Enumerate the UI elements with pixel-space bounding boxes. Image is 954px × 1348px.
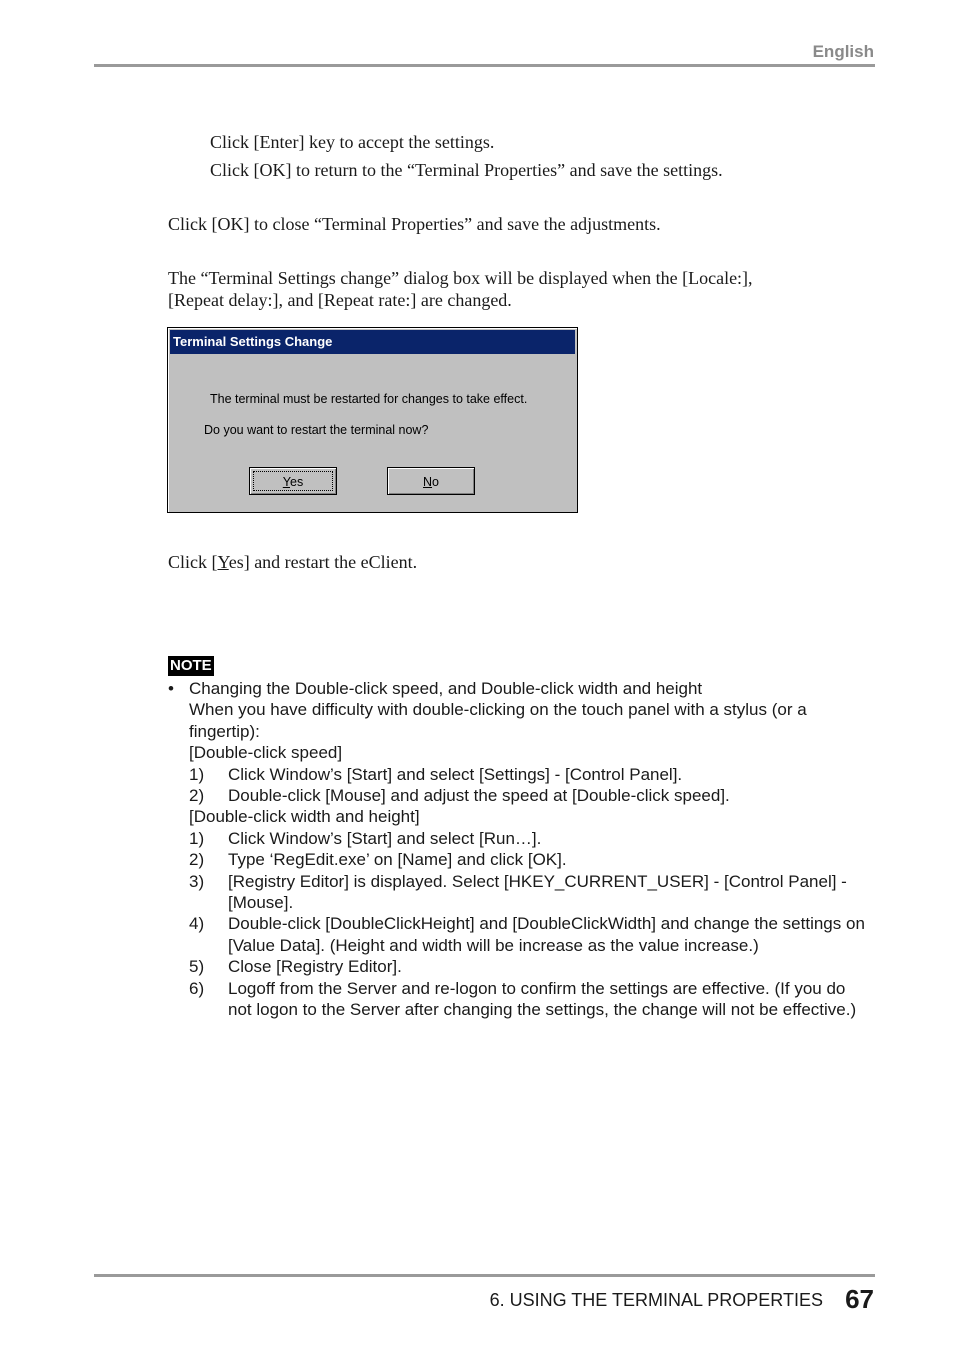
terminal-settings-dialog <box>167 327 578 513</box>
dialog-title-bar: Terminal Settings Change <box>170 330 575 354</box>
step-number: 1) <box>189 828 205 848</box>
list-item <box>168 764 868 785</box>
step-number: 2) <box>189 850 205 870</box>
section-double-click-speed: [Double-click speed] <box>189 743 343 763</box>
page-number: 67 <box>845 1284 874 1314</box>
dialog-message-restart: The terminal must be restarted for changes to take effect. <box>210 392 528 406</box>
list-item <box>168 828 868 849</box>
step-number: 6) <box>189 978 205 998</box>
step-number: 5) <box>189 957 205 977</box>
click-yes-pre: Click [ <box>168 552 218 572</box>
note-badge: NOTE <box>170 657 212 674</box>
step-text: Double-click [DoubleClickHeight] and [DoubleClickWidth] and change the settings on [Value Data]. (Height and width will be increase as the value increase.) <box>228 914 865 955</box>
para-click-yes <box>168 551 417 573</box>
footer-section-title: 6. USING THE TERMINAL PROPERTIES <box>489 1290 823 1310</box>
para-dialog-intro-2: [Repeat delay:], and [Repeat rate:] are changed. <box>168 290 512 310</box>
step-text: [Registry Editor] is displayed. Select [HKEY_CURRENT_USER] - [Control Panel] - [Mouse]. <box>228 871 847 913</box>
yes-mnemonic: Y <box>282 475 290 489</box>
bullet-dot-icon: • <box>168 679 174 698</box>
click-yes-post: es] and restart the eClient. <box>228 552 418 572</box>
step-number: 4) <box>189 914 205 934</box>
list-item <box>168 849 868 870</box>
list-item <box>168 785 868 806</box>
header-language: English <box>812 42 874 61</box>
note-heading: Changing the Double-click speed, and Double-click width and height <box>189 679 703 698</box>
step-text: Type ‘RegEdit.exe’ on [Name] and click [OK]. <box>228 850 567 870</box>
step-text: Click Window’s [Start] and select [Run…]. <box>228 828 542 848</box>
step-text: Double-click [Mouse] and adjust the speed at [Double-click speed]. <box>228 786 730 806</box>
no-label: o <box>432 475 439 489</box>
list-item <box>168 956 868 977</box>
note-heading-row <box>168 678 868 699</box>
click-yes-mnemonic: Y <box>217 552 229 572</box>
step-text: Close [Registry Editor]. <box>228 957 402 977</box>
para-dialog-intro-1: The “Terminal Settings change” dialog box will be displayed when the [Locale:], <box>168 268 753 288</box>
step-ok-return: Click [OK] to return to the “Terminal Properties” and save the settings. <box>210 160 723 180</box>
step-number: 1) <box>189 764 205 784</box>
step-text: Logoff from the Server and re-logon to confirm the settings are effective. (If you do not logon to the Server after changing the settings, the change will not be effective.) <box>228 978 857 1020</box>
no-button[interactable] <box>387 467 475 495</box>
para-close: Click [OK] to close “Terminal Properties” and save the adjustments. <box>168 214 661 234</box>
step-number: 2) <box>189 786 205 806</box>
yes-label: es <box>290 475 304 489</box>
yes-button[interactable] <box>249 467 337 495</box>
footer-rule <box>94 1274 875 1277</box>
step-number: 3) <box>189 871 205 891</box>
note-intro: When you have difficulty with double-clicking on the touch panel with a stylus (or a fingertip): <box>189 700 807 741</box>
no-mnemonic: N <box>423 475 433 489</box>
section-double-click-size: [Double-click width and height] <box>189 807 420 827</box>
list-item <box>168 978 868 1021</box>
note-block <box>168 678 868 1021</box>
step-text: Click Window’s [Start] and select [Settings] - [Control Panel]. <box>228 764 683 784</box>
list-item <box>168 913 868 956</box>
dialog-message-question: Do you want to restart the terminal now? <box>204 423 429 437</box>
step-enter: Click [Enter] key to accept the settings. <box>210 132 495 152</box>
list-item <box>168 871 868 914</box>
header-rule <box>94 64 875 67</box>
